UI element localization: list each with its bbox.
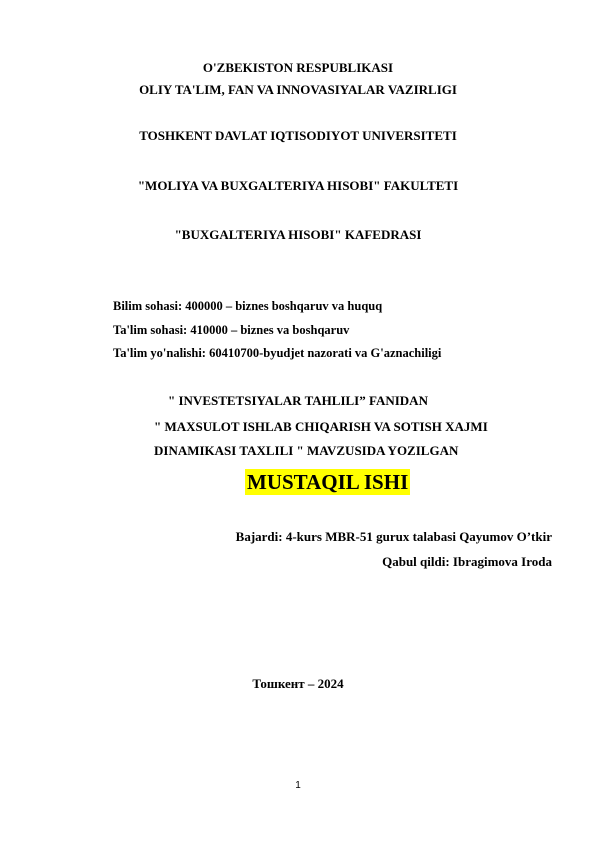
knowledge-area-line: Bilim sohasi: 400000 – biznes boshqaruv va huquq xyxy=(113,299,383,313)
university-title: TOSHKENT DAVLAT IQTISODIYOT UNIVERSITETI xyxy=(139,128,457,143)
ministry-title: OLIY TA'LIM, FAN VA INNOVASIYALAR VAZIRLIGI xyxy=(139,82,457,97)
direction-line: Ta'lim yo'nalishi: 60410700-byudjet nazorati va G'aznachiligi xyxy=(113,346,442,360)
department-title: "BUXGALTERIYA HISOBI" KAFEDRASI xyxy=(174,227,422,242)
city-year: Тошкент – 2024 xyxy=(252,676,344,691)
faculty-title: "MOLIYA VA BUXGALTERIYA HISOBI" FAKULTETI xyxy=(137,178,459,193)
republic-title: O'ZBEKISTON RESPUBLIKASI xyxy=(202,60,394,75)
topic-line-1: " MAXSULOT ISHLAB CHIQARISH VA SOTISH XAJMI xyxy=(154,419,488,434)
topic-line-2: DINAMIKASI TAXLILI " MAVZUSIDA YOZILGAN xyxy=(154,443,459,458)
accepted-by-line: Qabul qildi: Ibragimova Iroda xyxy=(382,554,552,569)
subject-line: " INVESTETSIYALAR TAHLILI” FANIDAN xyxy=(168,393,428,408)
education-area-line: Ta'lim sohasi: 410000 – biznes va boshqaruv xyxy=(113,323,350,337)
work-type-title: MUSTAQIL ISHI xyxy=(247,470,409,494)
performed-by-line: Bajardi: 4-kurs MBR-51 gurux talabasi Qayumov O’tkir xyxy=(235,529,552,544)
page-number: 1 xyxy=(295,780,301,791)
